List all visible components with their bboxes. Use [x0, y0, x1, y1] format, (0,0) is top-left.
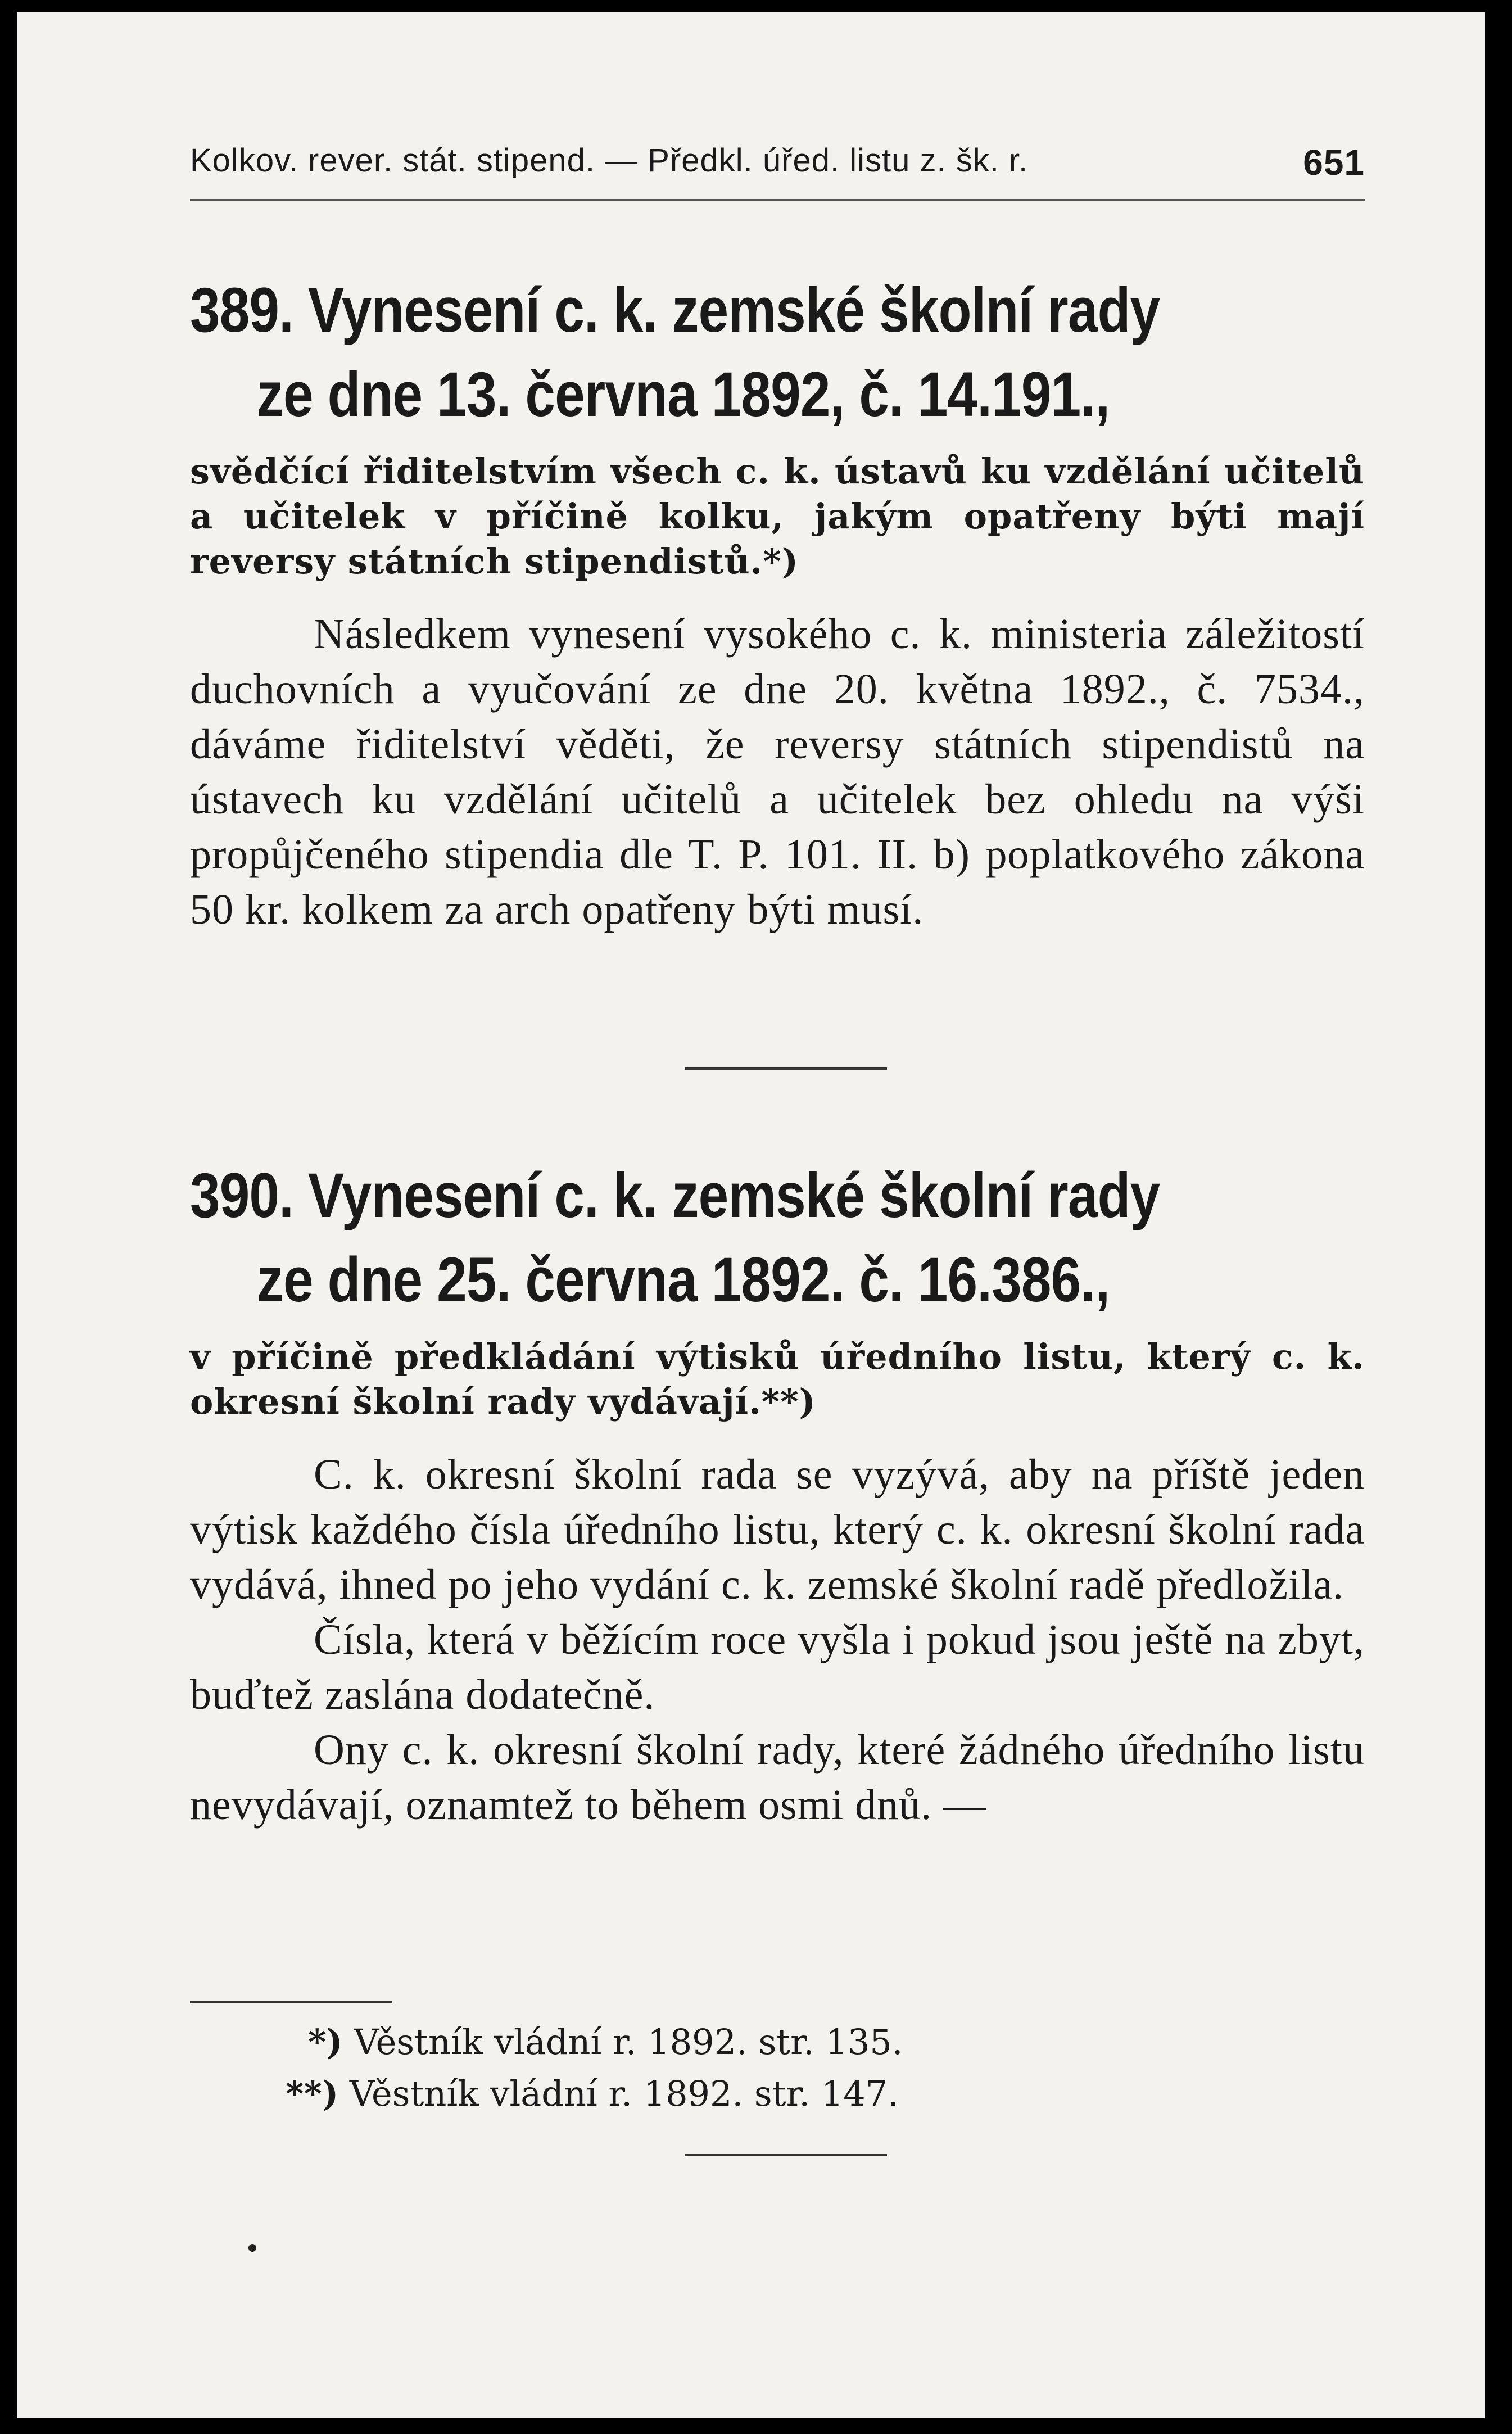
footnote-2-text: Věstník vládní r. 1892. str. 147.: [349, 2073, 899, 2114]
page-number: 651: [1303, 142, 1365, 183]
section-390: [190, 1153, 1365, 1833]
footnote-rule: [190, 2001, 392, 2003]
document-page: [17, 12, 1485, 2418]
section-390-title-line1: 390. Vynesení c. k. zemské školní rady: [190, 1160, 1160, 1230]
header-rule: [190, 199, 1365, 201]
section-389-title-line1: 389. Vynesení c. k. zemské školní rady: [190, 275, 1160, 345]
section-390-title-line2: ze dne 25. června 1892. č. 16.386.,: [256, 1245, 1110, 1315]
spacer: [190, 1424, 1365, 1447]
section-389-title: [190, 268, 1200, 437]
section-389-subtitle: svědčící řiditelstvím všech c. k. ústavů ku vzdělání učitelů a učitelek v příčině kolku, jakým opatřeny býti mají reversy státních stipendistů.*): [190, 451, 1365, 582]
footnote-1-mark: *): [308, 2021, 343, 2062]
section-390-paragraph-3: Ony c. k. okresní školní rady, které žádného úředního listu nevydávají, oznamtež to během osmi dnů. —: [190, 1726, 1365, 1829]
footnote-2: [190, 2068, 1365, 2120]
section-389-title-line2: ze dne 13. června 1892, č. 14.191.,: [256, 359, 1110, 429]
footnotes: [190, 2016, 1365, 2120]
closing-rule: [685, 2154, 887, 2156]
spacer: [190, 584, 1365, 607]
footnote-1: [190, 2016, 1365, 2068]
section-390-paragraph-2: Čísla, která v běžícím roce vyšla i pokud jsou ještě na zbyt, buďtež zaslána dodatečně.: [190, 1616, 1365, 1718]
running-head: [190, 142, 1365, 187]
footnote-1-text: Věstník vládní r. 1892. str. 135.: [354, 2021, 903, 2062]
section-390-paragraph-1: C. k. okresní školní rada se vyzývá, aby na příště jeden výtisk každého čísla úředního listu, který c. k. okresní školní rada vydává, ihned po jeho vydání c. k. zemské školní radě předložila.: [190, 1451, 1365, 1608]
section-389-paragraph: Následkem vynesení vysokého c. k. ministeria záležitostí duchovních a vyučování ze dne 20. května 1892., č. 7534., dáváme řiditelství věděti, že reversy státních stipendistů na ústavech ku vzdělání učitelů a učitelek bez ohledu na výši propůjčeného stipendia dle T. P. 101. II. b) poplatkového zákona 50 kr. kolkem za arch opatřeny býti musí.: [190, 610, 1365, 933]
running-head-text: Kolkov. rever. stát. stipend. — Předkl. úřed. listu z. šk. r.: [190, 142, 1029, 179]
footnote-2-mark: **): [286, 2073, 339, 2114]
section-separator: [685, 1067, 887, 1070]
print-speck: [248, 2244, 256, 2252]
section-389: [190, 268, 1365, 937]
section-390-title: [190, 1153, 1200, 1322]
section-390-subtitle: v příčině předkládání výtisků úředního listu, který c. k. okresní školní rady vydávají.**): [190, 1336, 1365, 1422]
